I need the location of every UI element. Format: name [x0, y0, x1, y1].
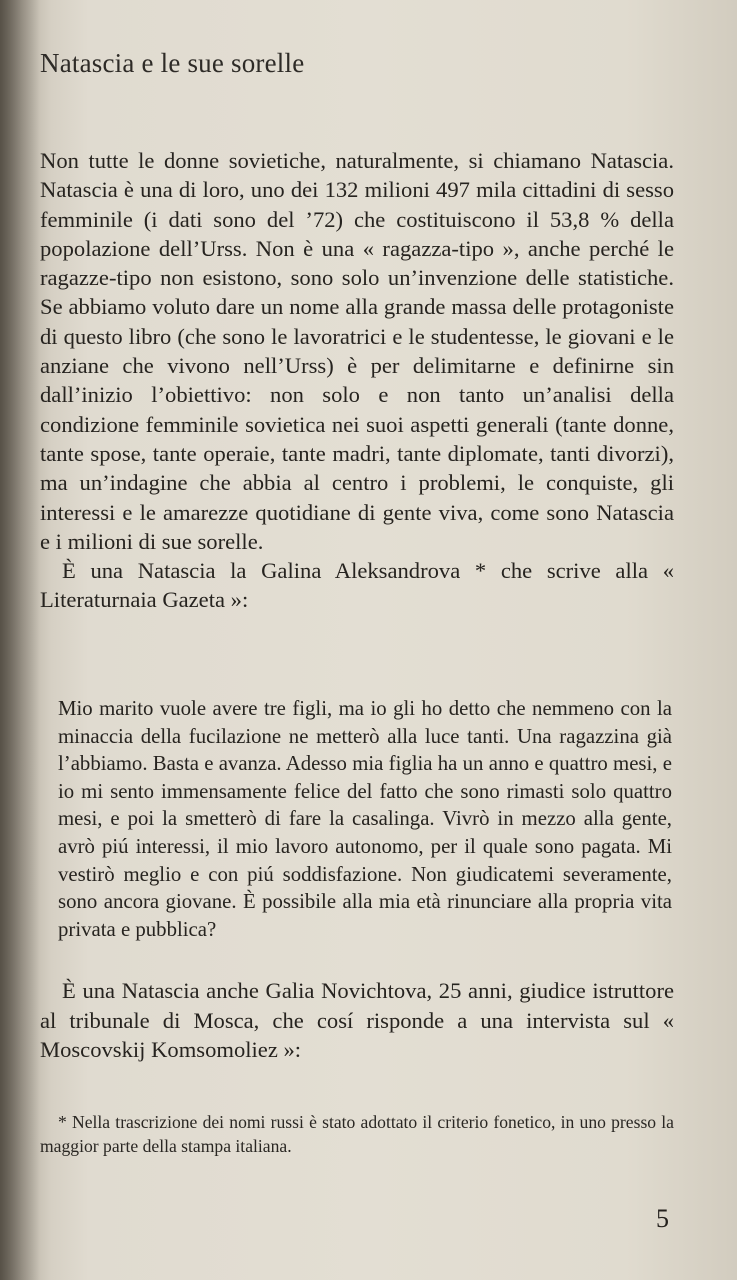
paragraph-3: È una Natascia anche Galia Novichtova, 25 anni, giudice istruttore al tribunale di Mosca, che cosí risponde a una intervista sul « Moscovskij Komsomoliez »:: [40, 978, 674, 1062]
page-number: 5: [656, 1204, 669, 1233]
chapter-title: Natascia e le sue sorelle: [40, 48, 305, 78]
paragraph-2: È una Natascia la Galina Aleksandrova * che scrive alla « Literaturnaia Gazeta »:: [40, 558, 674, 613]
footnote-text: * Nella trascrizione dei nomi russi è stato adottato il criterio fonetico, in uno presso la maggior parte della stampa italiana.: [40, 1112, 674, 1156]
footnote: [40, 1110, 674, 1158]
quote-text: Mio marito vuole avere tre figli, ma io gli ho detto che nemmeno con la minaccia della fucilazione ne metterò alla luce tanti. Una ragazzina già l’abbiamo. Basta e avanza. Adesso mia figlia ha un anno e quattro mesi, e io mi sento immensamente felice del fatto che sono rimasti solo quattro mesi, e poi la smetterò di fare la casalinga. Vivrò in mezzo alla gente, avrò piú interessi, il mio lavoro autonomo, per il quale sono pagata. Mi vestirò meglio e con piú soddisfazione. Non giudicatemi severamente, sono ancora giovane. È possibile alla mia età rinunciare alla propria vita privata e pubblica?: [58, 697, 672, 941]
paragraph-1: Non tutte le donne sovietiche, naturalmente, si chiamano Natascia. Natascia è una di loro, uno dei 132 milioni 497 mila cittadini di sesso femminile (i dati sono del ’72) che costituiscono il 53,8 % della popolazione dell’Urss. Non è una « ragazza-tipo », anche perché le ragazze-tipo non esistono, sono solo un’invenzione delle statistiche. Se abbiamo voluto dare un nome alla grande massa delle protagoniste di questo libro (che sono le lavoratrici e le studentesse, le giovani e le anziane che vivono nell’Urss) è per delimitarne e definirne sin dall’inizio l’obiettivo: non solo e non tanto un’analisi della condizione femminile sovietica nei suoi aspetti generali (tante donne, tante spose, tante operaie, tante madri, tante diplomate, tanti divorzi), ma un’indagine che abbia al centro i problemi, le conquiste, gli interessi e le amarezze quotidiane di gente viva, come sono Natascia e i milioni di sue sorelle.: [40, 148, 674, 554]
block-quote: [58, 695, 672, 943]
main-text-continued: [40, 976, 674, 1065]
spine-shadow: [0, 0, 40, 1280]
main-text: [40, 146, 674, 615]
